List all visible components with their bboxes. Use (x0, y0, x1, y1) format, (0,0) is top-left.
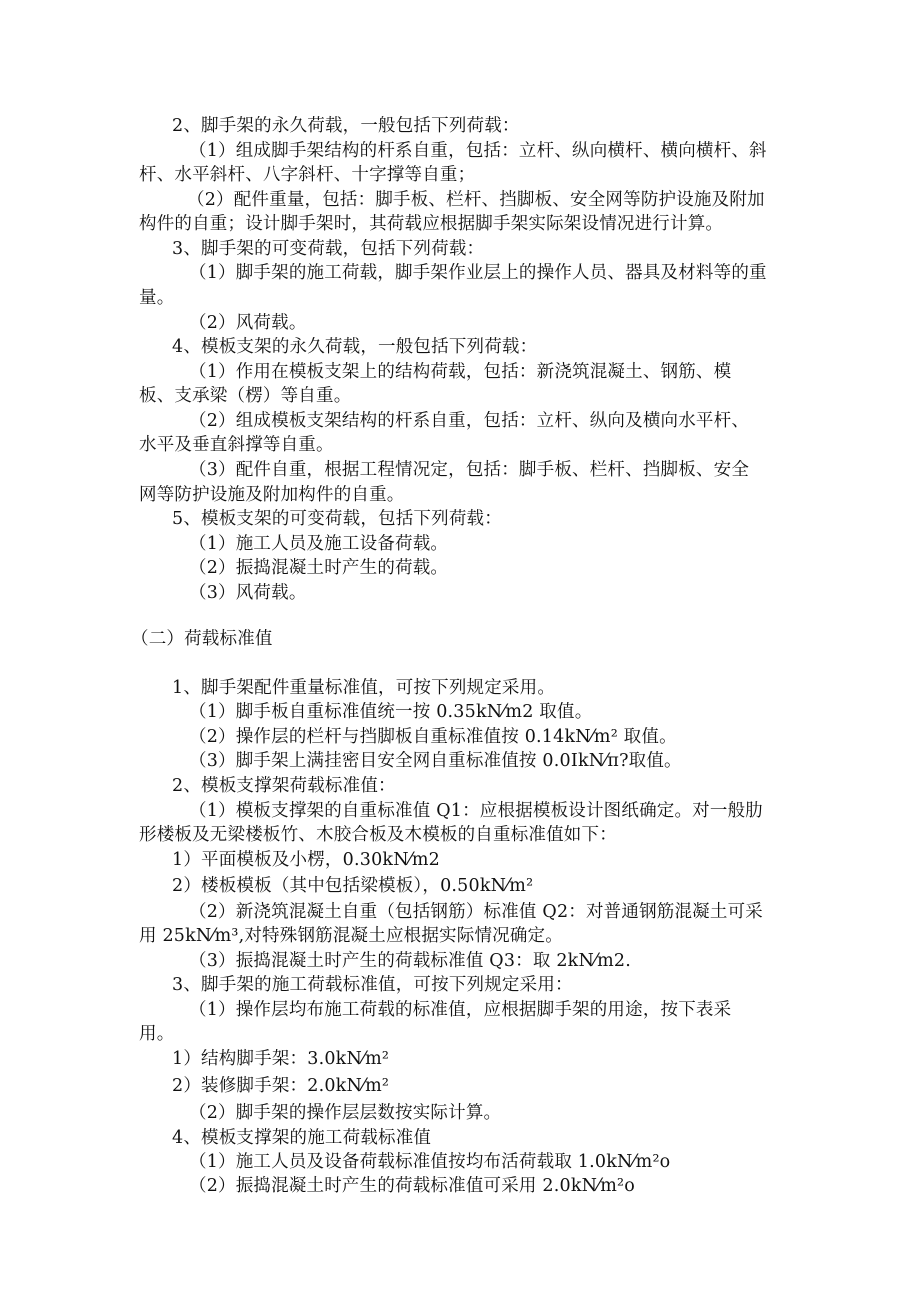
text-line: 4、模板支架的永久荷载，一般包括下列荷载： (172, 337, 538, 357)
text-line: （1）操作层均布施工荷载的标准值，应根据脚手架的用途，按下表采 (189, 1000, 732, 1020)
text-line: （2）新浇筑混凝土自重（包括钢筋）标准值 Q2：对普通钢筋混凝土可采 (189, 902, 763, 922)
text-line: 2、模板支撑架荷载标准值： (172, 776, 396, 796)
text-line: （1）脚手板自重标准值统一按 0.35kN⁄m2 取值。 (189, 702, 593, 722)
text-line: （2）风荷载。 (189, 313, 307, 333)
text-line: 5、模板支架的可变荷载，包括下列荷载： (172, 509, 502, 529)
text-line: 用 25kN⁄m³,对特殊钢筋混凝土应根据实际情况确定。 (139, 926, 563, 946)
text-line: （3）振捣混凝土时产生的荷载标准值 Q3：取 2kN⁄m2. (189, 951, 632, 971)
text-line: （2）振捣混凝土时产生的荷载标准值可采用 2.0kN⁄m²o (189, 1176, 636, 1196)
text-line: 1、脚手架配件重量标准值，可按下列规定采用。 (172, 678, 556, 698)
text-line: 形楼板及无梁楼板竹、木胶合板及木模板的自重标准值如下： (139, 825, 617, 845)
text-line: 网等防护设施及附加构件的自重。 (139, 485, 405, 505)
text-line: （1）模板支撑架的自重标准值 Q1：应根据模板设计图纸确定。对一般肋 (189, 801, 763, 821)
text-line: 1）结构脚手架：3.0kN⁄m² (172, 1049, 390, 1069)
text-line: （1）脚手架的施工荷载，脚手架作业层上的操作人员、器具及材料等的重 (189, 263, 767, 283)
text-line: （2）配件重量，包括：脚手板、栏杆、挡脚板、安全网等防护设施及附加 (187, 190, 765, 210)
text-line: （2）操作层的栏杆与挡脚板自重标准值按 0.14kN⁄m² 取值。 (189, 727, 677, 747)
section-heading: （二）荷载标准值 (131, 629, 273, 649)
text-line: 4、模板支撑架的施工荷载标准值 (172, 1128, 432, 1148)
text-line: （1）作用在模板支架上的结构荷载，包括：新浇筑混凝土、钢筋、模 (189, 362, 732, 382)
text-line: （2）组成模板支架结构的杆系自重，包括：立杆、纵向及横向水平杆、 (189, 411, 750, 431)
text-line: 板、支承梁（楞）等自重。 (139, 386, 352, 406)
text-line: 1）平面模板及小楞，0.30kN⁄m2 (172, 850, 440, 870)
text-line: （3）配件自重，根据工程情况定，包括：脚手板、栏杆、挡脚板、安全 (189, 460, 750, 480)
text-line: （2）脚手架的操作层层数按实际计算。 (189, 1103, 502, 1123)
text-line: （1）施工人员及施工设备荷载。 (189, 534, 449, 554)
text-line: （3）脚手架上满挂密目安全网自重标准值按 0.0IkN⁄π?取值。 (189, 751, 682, 771)
text-line: （1）组成脚手架结构的杆系自重，包括：立杆、纵向横杆、横向横杆、斜 (189, 141, 767, 161)
text-line: 3、脚手架的可变荷载，包括下列荷载： (172, 239, 485, 259)
text-line: （2）振捣混凝土时产生的荷载。 (189, 558, 449, 578)
text-line: 2、脚手架的永久荷载，一般包括下列荷载： (172, 116, 520, 136)
text-line: （1）施工人员及设备荷载标准值按均布活荷载取 1.0kN⁄m²o (189, 1152, 671, 1172)
text-line: 3、脚手架的施工荷载标准值，可按下列规定采用： (172, 975, 573, 995)
text-line: 2）装修脚手架：2.0kN⁄m² (172, 1076, 390, 1096)
text-line: （3）风荷载。 (189, 583, 307, 603)
text-line: 2）楼板模板（其中包括梁模板），0.50kN⁄m² (172, 876, 534, 896)
text-line: 水平及垂直斜撑等自重。 (139, 435, 334, 455)
text-line: 用。 (139, 1024, 175, 1044)
text-line: 构件的自重；设计脚手架时，其荷载应根据脚手架实际架设情况进行计算。 (139, 214, 724, 234)
text-line: 杆、水平斜杆、八字斜杆、十字撑等自重； (139, 165, 476, 185)
text-line: 量。 (139, 288, 175, 308)
